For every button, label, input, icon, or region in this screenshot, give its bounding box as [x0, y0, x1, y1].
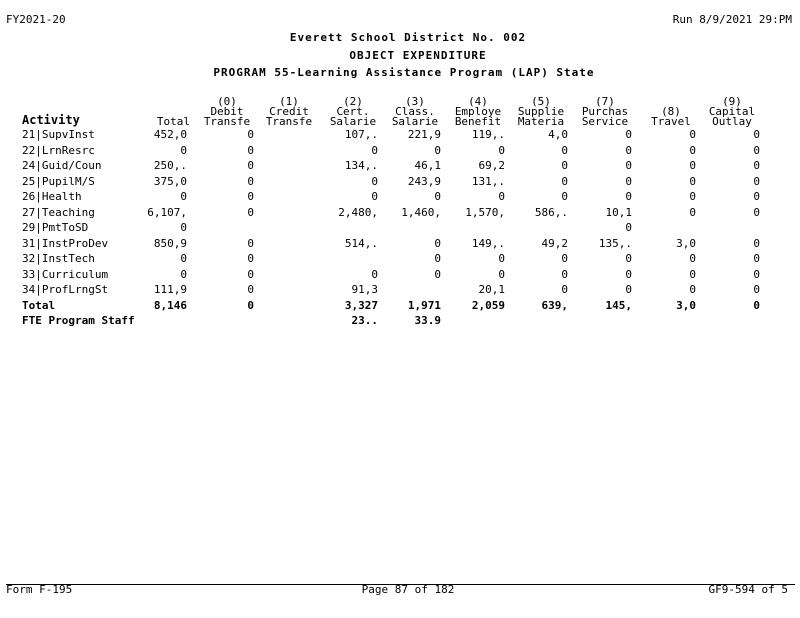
cell-value: 639, [541, 298, 568, 312]
column-header-line: Capital [708, 105, 756, 118]
column-header-line: (4) [468, 95, 488, 108]
cell-value: 0 [180, 221, 187, 234]
column-header-line: Benefit [454, 115, 502, 128]
cell-value: 0 [247, 236, 254, 250]
cell-value: 107,. [344, 128, 378, 141]
column-header-line: (2) [343, 95, 363, 108]
table-row [0, 175, 800, 190]
cell-value: 0 [561, 283, 568, 296]
column-header-line: Transfe [265, 115, 313, 128]
activity-label: 26|Health [22, 190, 82, 203]
cell-value: 0 [434, 190, 441, 203]
cell-value: 0 [498, 267, 505, 281]
table-row [0, 159, 800, 174]
cell-value: 0 [625, 128, 632, 141]
district-name: Everett School District No. 002 [289, 31, 527, 44]
cell-value: 0 [180, 190, 187, 203]
cell-value: 0 [561, 174, 568, 188]
cell-value: 33.9 [414, 314, 441, 327]
cell-value: 850,9 [153, 236, 187, 250]
activity-label: 27|Teaching [22, 205, 95, 219]
column-header-supplies-materials [514, 97, 568, 127]
column-header-line: (7) [595, 95, 615, 108]
column-header-line: Travel [651, 115, 691, 128]
cell-value: 0 [371, 267, 378, 281]
column-header-line: Credit [269, 105, 309, 118]
cell-value: 1,570, [465, 205, 505, 219]
cell-value: 0 [689, 128, 696, 141]
cell-value: 0 [689, 283, 696, 296]
cell-value: 250,. [153, 159, 187, 172]
column-header-line: Supplie [517, 105, 565, 118]
column-header-line: Transfe [203, 115, 251, 128]
cell-value: 0 [753, 267, 760, 281]
cell-value: 0 [247, 252, 254, 265]
cell-value: 131,. [471, 174, 505, 188]
column-header-line: (5) [531, 95, 551, 108]
column-header-line: (3) [405, 95, 425, 108]
report-code: GF9-594 of 5 [708, 583, 788, 596]
fiscal-year: FY2021-20 [6, 13, 66, 26]
cell-value: 0 [247, 298, 254, 312]
cell-value: 91,3 [351, 283, 378, 296]
column-header-line: Employe [454, 105, 502, 118]
activity-label: 32|InstTech [22, 252, 95, 265]
report-title: OBJECT EXPENDITURE [349, 49, 487, 62]
table-row [0, 237, 800, 252]
cell-value: 452,0 [153, 128, 187, 141]
cell-value: 586,. [534, 205, 568, 219]
cell-value: 0 [561, 190, 568, 203]
cell-value: 0 [689, 174, 696, 188]
cell-value: 0 [498, 252, 505, 265]
cell-value: 46,1 [414, 159, 441, 172]
column-header-activity [22, 115, 80, 125]
cell-value: 0 [434, 143, 441, 157]
activity-label: Total [22, 298, 56, 312]
column-header-capital-outlay [706, 97, 758, 127]
cell-value: 0 [625, 190, 632, 203]
table-row [0, 190, 800, 205]
column-header-line: Materia [517, 115, 565, 128]
cell-value: 3,0 [676, 298, 696, 312]
cell-value: 0 [180, 267, 187, 281]
table-row [0, 268, 800, 283]
cell-value: 0 [689, 252, 696, 265]
form-number: Form F-195 [6, 583, 73, 596]
cell-value: 3,0 [676, 236, 696, 250]
cell-value: 0 [247, 143, 254, 157]
page-number: Page 87 of 182 [361, 583, 455, 596]
cell-value: 0 [625, 221, 632, 234]
column-header-total [142, 117, 190, 127]
fte-row [0, 314, 800, 329]
column-header-purchased-services [578, 97, 632, 127]
cell-value: 0 [434, 236, 441, 250]
cell-value: 10,1 [605, 205, 632, 219]
cell-value: 0 [689, 159, 696, 172]
cell-value: 111,9 [153, 283, 187, 296]
column-header-employee-benefits [451, 97, 505, 127]
table-row [0, 206, 800, 221]
table-row [0, 283, 800, 298]
cell-value: 0 [247, 174, 254, 188]
cell-value: 0 [561, 252, 568, 265]
column-header-class-salaries [388, 97, 442, 127]
column-header-debit-transfer [200, 97, 254, 127]
cell-value: 119,. [471, 128, 505, 141]
table-row [0, 128, 800, 143]
cell-value: 0 [371, 174, 378, 188]
column-header-line: Cert. [336, 105, 370, 118]
activity-label: 24|Guid/Coun [22, 159, 102, 172]
cell-value: 2,059 [471, 298, 505, 312]
cell-value: 0 [247, 267, 254, 281]
cell-value: 135,. [598, 236, 632, 250]
cell-value: 0 [180, 252, 187, 265]
cell-value: 20,1 [478, 283, 505, 296]
cell-value: 0 [625, 267, 632, 281]
column-header-line: Total [156, 115, 190, 128]
cell-value: 2,480, [338, 205, 378, 219]
cell-value: 0 [625, 174, 632, 188]
cell-value: 0 [753, 205, 760, 219]
cell-value: 0 [371, 190, 378, 203]
cell-value: 0 [753, 143, 760, 157]
cell-value: 0 [753, 174, 760, 188]
cell-value: 0 [247, 190, 254, 203]
cell-value: 69,2 [478, 159, 505, 172]
cell-value: 375,0 [153, 174, 187, 188]
table-row [0, 144, 800, 159]
run-timestamp: Run 8/9/2021 29:PM [672, 13, 792, 26]
column-header-credit-transfer [262, 97, 316, 127]
cell-value: 0 [371, 143, 378, 157]
program-title: PROGRAM 55-Learning Assistance Program (LAP) State [213, 66, 595, 79]
column-header-line: Salarie [329, 115, 377, 128]
cell-value: 0 [498, 143, 505, 157]
cell-value: 0 [247, 283, 254, 296]
cell-value: 0 [247, 128, 254, 141]
cell-value: 145, [605, 298, 632, 312]
cell-value: 1,460, [401, 205, 441, 219]
activity-label: 33|Curriculum [22, 267, 109, 281]
column-header-line: Class. [395, 105, 435, 118]
cell-value: 0 [689, 267, 696, 281]
cell-value: 23.. [351, 314, 378, 327]
cell-value: 0 [561, 159, 568, 172]
cell-value: 243,9 [407, 174, 441, 188]
cell-value: 0 [625, 283, 632, 296]
activity-label: 25|PupilM/S [22, 174, 95, 188]
cell-value: 0 [434, 267, 441, 281]
column-header-line: Activity [22, 113, 80, 127]
cell-value: 514,. [344, 236, 378, 250]
cell-value: 1,971 [407, 298, 441, 312]
cell-value: 0 [753, 252, 760, 265]
cell-value: 0 [689, 205, 696, 219]
activity-label: 31|InstProDev [22, 236, 109, 250]
cell-value: 4,0 [548, 128, 568, 141]
cell-value: 0 [689, 190, 696, 203]
column-header-line: Salarie [391, 115, 439, 128]
activity-label: 21|SupvInst [22, 128, 95, 141]
column-header-travel [646, 107, 696, 127]
column-header-line: Outlay [712, 115, 752, 128]
cell-value: 0 [498, 190, 505, 203]
cell-value: 0 [625, 143, 632, 157]
cell-value: 3,327 [344, 298, 378, 312]
cell-value: 0 [753, 283, 760, 296]
cell-value: 0 [625, 159, 632, 172]
column-header-cert-salaries [326, 97, 380, 127]
activity-label: FTE Program Staff [22, 314, 135, 327]
cell-value: 149,. [471, 236, 505, 250]
cell-value: 0 [753, 298, 760, 312]
table-row [0, 252, 800, 267]
column-header-line: Purchas [581, 105, 629, 118]
column-header-line: Service [581, 115, 629, 128]
column-header-line: (1) [279, 95, 299, 108]
cell-value: 0 [753, 190, 760, 203]
cell-value: 0 [561, 267, 568, 281]
cell-value: 0 [180, 143, 187, 157]
column-header-line: (0) [217, 95, 237, 108]
activity-label: 22|LrnResrc [22, 143, 95, 157]
cell-value: 0 [689, 143, 696, 157]
cell-value: 134,. [344, 159, 378, 172]
cell-value: 0 [247, 205, 254, 219]
cell-value: 0 [625, 252, 632, 265]
column-header-line: (8) [661, 105, 681, 118]
cell-value: 0 [753, 159, 760, 172]
cell-value: 0 [247, 159, 254, 172]
activity-label: 29|PmtToSD [22, 221, 89, 234]
activity-label: 34|ProfLrngSt [22, 283, 109, 296]
column-header-line: (9) [722, 95, 742, 108]
cell-value: 0 [434, 252, 441, 265]
cell-value: 0 [561, 143, 568, 157]
table-row [0, 221, 800, 236]
cell-value: 0 [753, 128, 760, 141]
cell-value: 0 [753, 236, 760, 250]
column-header-line: Debit [210, 105, 244, 118]
cell-value: 221,9 [407, 128, 441, 141]
total-row [0, 299, 800, 314]
cell-value: 6,107, [147, 205, 187, 219]
cell-value: 8,146 [153, 298, 187, 312]
cell-value: 49,2 [541, 236, 568, 250]
